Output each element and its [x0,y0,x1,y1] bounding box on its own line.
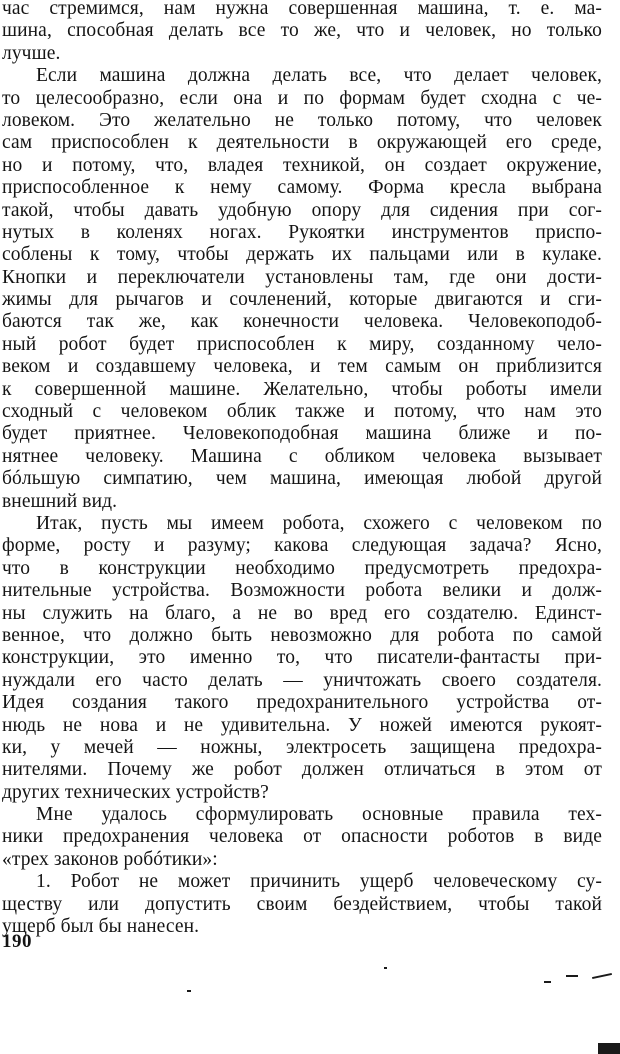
text-line: Итак, пусть мы имеем робота, схожего с человеком по [36,513,602,534]
text-line: внешний вид. [2,490,118,512]
text-line: жимы для рычагов и сочленений, которые двигаются и сги- [2,289,602,311]
text-line: ки, у мечей — ножны, электросеть защищена предохра- [2,736,602,758]
text-line: Кнопки и переключатели установлены там, где они дости- [2,266,602,288]
text-line: такой, чтобы давать удобную опору для сидения при сог- [2,199,602,221]
text-line: шина, способная делать все то же, что и человек, но только [2,20,602,42]
text-line: нительные устройства. Возможности робота велики и долж- [2,580,602,602]
text-line: нюдь не нова и не удивительна. У ножей имеются рукоят- [2,714,602,736]
text-line: ники предохранения человека от опасности роботов в виде [2,826,602,848]
text-line: к совершенной машине. Желательно, чтобы роботы имели [2,378,602,400]
paragraph-p1 [2,0,602,65]
text-line: нятнее человеку. Машина с обликом человека вызывает [2,445,602,467]
scan-speck [544,981,551,983]
text-line: форме, росту и разуму; какова следующая задача? Ясно, [2,535,602,557]
scan-speck [592,973,612,979]
text-line: сходный с человеком облик также и потому, что нам это [2,401,602,423]
text-line: венное, что должно быть невозможно для робота по самой [2,624,602,646]
paragraph-p2 [2,65,602,513]
text-line: ный робот будет приспособлен к миру, созданному чело- [2,333,602,355]
text-line: Если машина должна делать все, что делает человек, [36,65,602,87]
text-block-upper [2,0,602,513]
text-line: час стремимся, нам нужна совершенная машина, т. е. ма- [2,0,602,19]
text-line: ществу или допустить своим бездействием, чтобы такой [2,893,602,915]
text-line: других технических устройств? [2,781,269,803]
text-line: лучше. [2,42,61,64]
text-line: сам приспособлен к деятельности в окружающей его среде, [2,132,602,154]
text-line: будет приятнее. Человекоподобная машина ближе и по- [2,423,602,445]
paragraph-p5 [2,871,602,938]
text-line: соблены к тому, чтобы держать их пальцами или в кулаке. [2,244,602,266]
text-line: Идея создания такого предохранительного устройства от- [2,692,602,714]
paragraph-p3 [2,513,602,804]
text-line: что в конструкции необходимо предусмотреть предохра- [2,557,602,579]
text-line: веком и создавшему человека, и тем самым он приблизится [2,356,602,378]
text-line: конструкции, это именно то, что писатели-фантасты при- [2,647,602,669]
scan-speck [384,967,387,969]
text-line: баются так же, как конечности человека. Человекоподоб- [2,311,602,333]
scan-edge-mark [598,1043,620,1054]
text-line: ны служить на благо, а не во вред его создателю. Единст- [2,602,602,624]
text-line: «трех законов робóтики»: [2,848,218,870]
text-line: Мне удалось сформулировать основные правила тех- [36,804,602,826]
text-line: 1. Робот не может причинить ущерб человеческому су- [36,871,602,893]
text-line: ловеком. Это желательно не только потому, что человек [2,109,602,131]
text-line: но и потому, что, владея техникой, он создает окружение, [2,154,602,176]
scan-speck [566,975,578,977]
text-line: то целесообразно, если она и по формам будет сходна с че- [2,87,602,109]
paragraph-p4 [2,804,602,871]
text-line: нутых в коленях ногах. Рукоятки инструментов приспо- [2,221,602,243]
text-line: ущерб был бы нанесен. [2,916,200,938]
text-line: приспособленное к нему самому. Форма кресла выбрана [2,177,602,199]
text-block-lower [2,513,602,938]
text-line: нуждали его часто делать — уничтожать своего создателя. [2,669,602,691]
text-line: бóльшую симпатию, чем машина, имеющая любой другой [2,468,602,490]
text-line: нителями. Почему же робот должен отличаться в этом от [2,759,602,781]
page-number: 190 [2,931,32,952]
scan-speck [187,990,191,992]
